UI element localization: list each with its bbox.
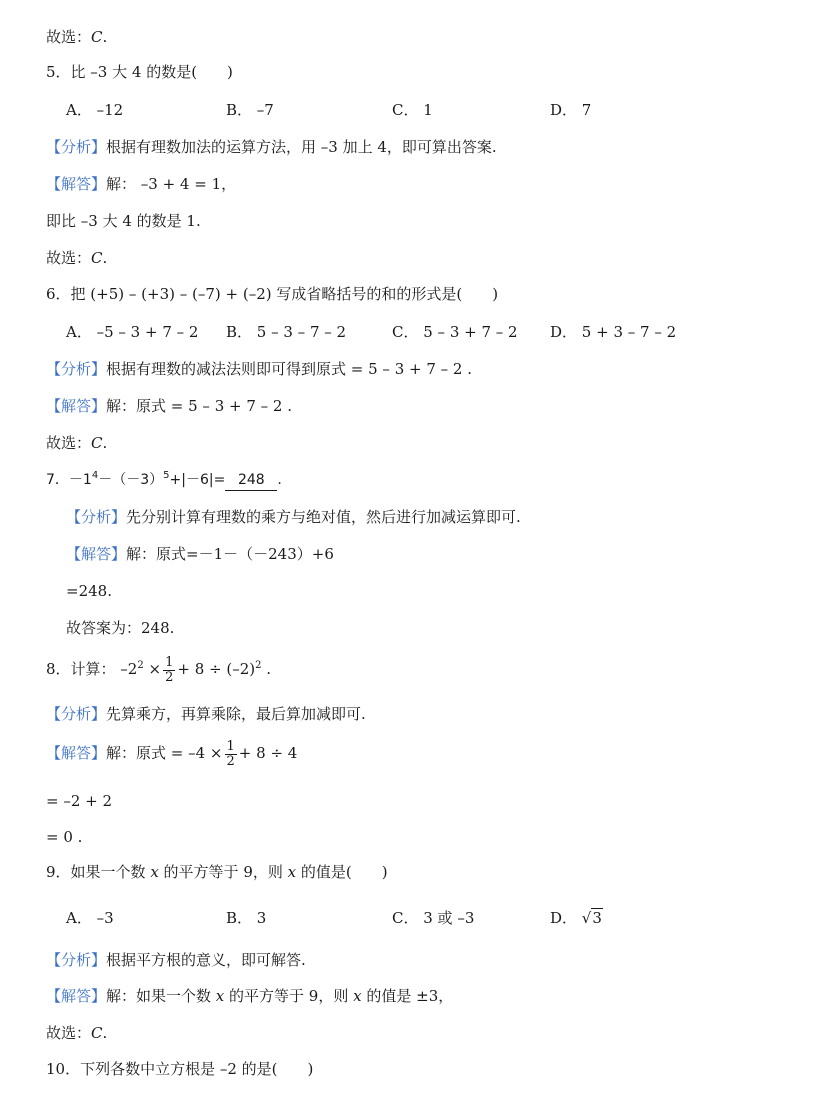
- q9-option-a: A． –3: [66, 909, 114, 927]
- q5-option-c: C． 1: [392, 101, 433, 119]
- q8-solution-line2: = –2 + 2: [46, 792, 113, 810]
- question-10: 10．下列各数中立方根是 –2 的是( ): [46, 1060, 314, 1078]
- q7-analysis: 【分析】先分别计算有理数的乘方与绝对值，然后进行加减运算即可.: [66, 508, 521, 526]
- q9-solution: 【解答】解：如果一个数 x 的平方等于 9，则 x 的值是 ±3，: [46, 987, 454, 1005]
- q9-option-d: D． √3: [550, 909, 602, 927]
- sqrt-symbol: √3: [581, 909, 602, 927]
- question-9: 9．如果一个数 x 的平方等于 9，则 x 的值是( ): [46, 863, 388, 881]
- q7-solution: 【解答】解：原式=－1－（－243）+6: [66, 545, 334, 563]
- q5-option-d: D． 7: [550, 101, 592, 119]
- q7-answer-blank: 248: [225, 470, 277, 491]
- q7-solution-line2: =248.: [66, 582, 112, 600]
- question-7: 7．$-1^4-(-3)^5+|-6|= 248$ .: [46, 470, 282, 491]
- q6-option-a: A． –5 – 3 + 7 – 2: [66, 323, 199, 341]
- q6-option-d: D． 5 + 3 – 7 – 2: [550, 323, 677, 341]
- q5-analysis: 【分析】根据有理数加法的运算方法，用 –3 加上 4，即可算出答案.: [46, 138, 497, 156]
- q6-answer: 故选：C.: [46, 434, 108, 452]
- q8-fraction: $\frac{1}{2}$: [165, 654, 174, 685]
- q8-solution-fraction: $\frac{1}{2}$: [226, 738, 235, 769]
- answer-line: 故选：C.: [46, 28, 108, 46]
- q8-analysis: 【分析】先算乘方，再算乘除，最后算加减即可.: [46, 705, 366, 723]
- q5-answer: 故选：C.: [46, 249, 108, 267]
- question-8: 8．计算： $-2^2$ × $\frac{1}{2}$ + $8 \div (-2)^2$ .: [46, 654, 272, 685]
- q6-option-b: B． 5 – 3 – 7 – 2: [226, 323, 347, 341]
- q9-option-c: C． 3 或 –3: [392, 909, 475, 927]
- q5-solution: 【解答】解： –3 + 4 = 1，: [46, 175, 237, 193]
- q9-answer: 故选：C.: [46, 1024, 108, 1042]
- q9-analysis: 【分析】根据平方根的意义，即可解答.: [46, 951, 306, 969]
- q6-option-c: C． 5 – 3 + 7 – 2: [392, 323, 518, 341]
- question-6: 6．把 (+5) – (+3) – (–7) + (–2) 写成省略括号的和的形式是( ): [46, 285, 499, 303]
- q5-solution-line2: 即比 –3 大 4 的数是 1.: [46, 212, 201, 230]
- question-5: 5．比 –3 大 4 的数是( ): [46, 63, 233, 81]
- q5-option-b: B． –7: [226, 101, 274, 119]
- q6-analysis: 【分析】根据有理数的减法法则即可得到原式 = 5 – 3 + 7 – 2 .: [46, 360, 473, 378]
- q7-final-answer: 故答案为：248.: [66, 619, 175, 637]
- q8-solution: 【解答】解：原式 = –4 × $\frac{1}{2}$ + 8 ÷ 4: [46, 738, 298, 769]
- q6-solution: 【解答】解：原式 = 5 – 3 + 7 – 2 .: [46, 397, 293, 415]
- q8-solution-line3: = 0 .: [46, 828, 83, 846]
- q9-option-b: B． 3: [226, 909, 267, 927]
- q5-option-a: A． –12: [66, 101, 124, 119]
